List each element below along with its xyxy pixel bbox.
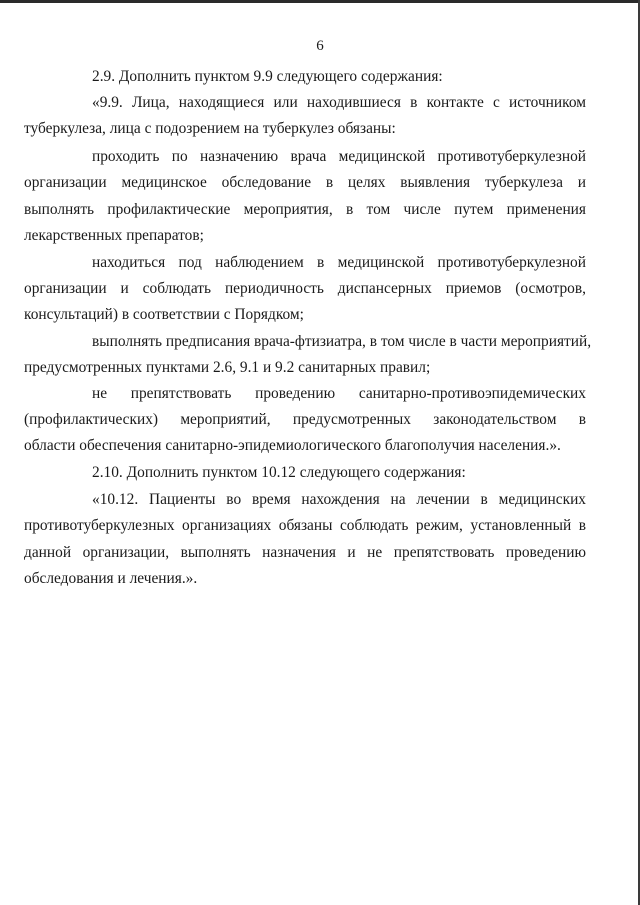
paragraph-observe-line-1: находиться под наблюдением в медицинской противотуберкулезной	[92, 254, 586, 271]
paragraph-10-12-line-3: данной организации, выполнять назначения и не препятствовать проведению	[24, 544, 586, 561]
paragraph-undergo-line-2: организации медицинское обследование в целях выявления туберкулеза и	[24, 174, 586, 191]
paragraph-prescriptions-line-1: выполнять предписания врача-фтизиатра, в том числе в части мероприятий,	[92, 333, 592, 350]
paragraph-2-10-heading: 2.10. Дополнить пунктом 10.12 следующего содержания:	[92, 464, 466, 481]
paragraph-undergo-line-3: выполнять профилактические мероприятия, в том числе путем применения	[24, 201, 586, 218]
paragraph-10-12-line-1: «10.12. Пациенты во время нахождения на лечении в медицинских	[92, 491, 586, 508]
paragraph-10-12-line-4: обследования и лечения.».	[24, 570, 198, 587]
paragraph-not-obstruct-line-2: (профилактических) мероприятий, предусмотренных законодательством в	[24, 411, 586, 428]
paragraph-2-9-heading: 2.9. Дополнить пунктом 9.9 следующего содержания:	[92, 68, 443, 85]
paragraph-not-obstruct-line-1: не препятствовать проведению санитарно-противоэпидемических	[92, 385, 586, 402]
paragraph-undergo-line-4: лекарственных препаратов;	[24, 227, 204, 244]
paragraph-prescriptions-line-2: предусмотренных пунктами 2.6, 9.1 и 9.2 санитарных правил;	[24, 359, 431, 376]
paragraph-9-9-line-1: «9.9. Лица, находящиеся или находившиеся в контакте с источником	[92, 94, 586, 111]
paragraph-9-9-line-2: туберкулеза, лица с подозрением на туберкулез обязаны:	[24, 120, 396, 137]
paragraph-not-obstruct-line-3: области обеспечения санитарно-эпидемиологического благополучия населения.».	[24, 437, 561, 454]
paragraph-10-12-line-2: противотуберкулезных организациях обязаны соблюдать режим, установленный в	[24, 517, 586, 534]
paragraph-observe-line-2: организации и соблюдать периодичность диспансерных приемов (осмотров,	[24, 280, 586, 297]
paragraph-undergo-line-1: проходить по назначению врача медицинской противотуберкулезной	[92, 148, 586, 165]
scan-border-top	[0, 0, 640, 3]
page-number: 6	[316, 38, 324, 54]
paragraph-observe-line-3: консультаций) в соответствии с Порядком;	[24, 306, 304, 323]
